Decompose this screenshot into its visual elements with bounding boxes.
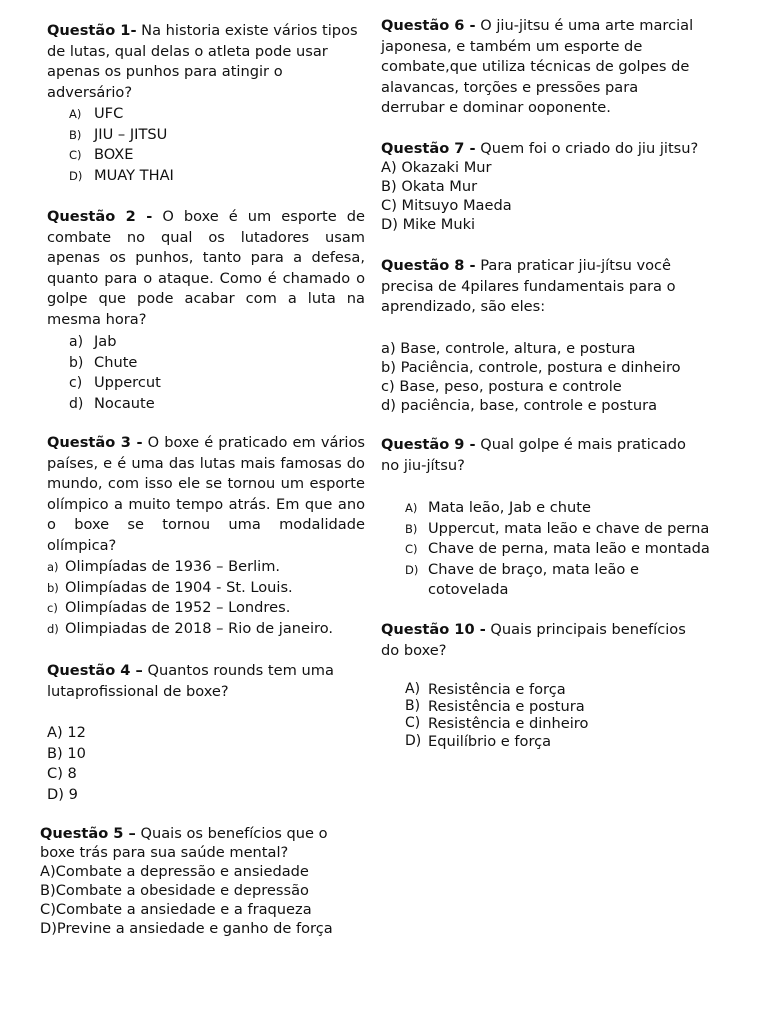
option[interactable]: C) Resistência e dinheiro [405, 715, 589, 733]
question-3-text: O boxe é praticado em vários países, e é uma das lutas mais famosas do mundo, com isso ele se tornou um esporte olímpico a muito tempo atrás. Em que ano o boxe se tornou uma modalidade olímpica? [47, 434, 366, 554]
option[interactable]: B)Combate a obesidade e depressão [40, 882, 309, 899]
question-3 [47, 433, 365, 556]
option[interactable]: d) paciência, base, controle e postura [381, 397, 658, 414]
question-4-options [47, 723, 247, 805]
question-3-label: Questão 3 - [47, 434, 143, 451]
question-7-options [381, 158, 711, 234]
option[interactable]: A) 12 [47, 724, 86, 741]
question-7-label: Questão 7 - [381, 140, 476, 157]
option[interactable]: B) JIU – JITSU [69, 125, 168, 143]
question-10-text: Quais principais benefícios do boxe? [381, 621, 686, 659]
question-3-options [47, 557, 365, 639]
option[interactable]: D) Equilíbrio e força [405, 732, 552, 750]
question-9-text: Qual golpe é mais praticado no jiu-jítsu? [381, 436, 686, 474]
question-1-stem [47, 21, 365, 103]
option[interactable]: D) Mike Muki [381, 216, 476, 233]
question-10-label: Questão 10 - [381, 621, 486, 638]
question-5-label: Questão 5 – [40, 825, 136, 842]
option[interactable]: B) Okata Mur [381, 178, 478, 195]
option[interactable]: D) MUAY THAI [69, 166, 174, 184]
question-10-stem [381, 620, 691, 661]
question-4-text: Quantos rounds tem uma lutaprofissional de boxe? [47, 662, 334, 700]
option[interactable]: A)Combate a depressão e ansiedade [40, 863, 309, 880]
question-2-options [69, 332, 359, 414]
question-9-label: Questão 9 - [381, 436, 476, 453]
option[interactable]: A) Okazaki Mur [381, 159, 492, 176]
question-9-options [405, 498, 725, 601]
option[interactable]: C) Mitsuyo Maeda [381, 197, 512, 214]
question-7 [381, 139, 711, 234]
question-5-stem [40, 824, 365, 862]
question-8 [381, 256, 701, 318]
option[interactable]: a) Jab [69, 333, 117, 350]
question-5 [40, 824, 365, 938]
option[interactable]: c) Uppercut [69, 374, 161, 391]
option[interactable]: b) Olimpíadas de 1904 - St. Louis. [47, 578, 293, 596]
question-5-options [40, 862, 365, 938]
question-4 [47, 661, 347, 702]
question-8-label: Questão 8 - [381, 257, 476, 274]
question-2-text: O boxe é um esporte de combate no qual os lutadores usam apenas os punhos, tanto para a defesa, quanto para o ataque. Como é chamado o golpe que pode acabar com a luta na mesma hora? [47, 208, 365, 328]
question-9 [381, 435, 701, 476]
option[interactable]: A) Mata leão, Jab e chute [405, 499, 592, 516]
option[interactable]: D) Chave de braço, mata leão e cotovelada [405, 560, 639, 598]
question-6 [381, 16, 701, 119]
question-1-options [69, 104, 359, 186]
option[interactable]: B) 10 [47, 744, 86, 762]
question-6-text: O jiu-jitsu é uma arte marcial japonesa, e também um esporte de combate,que utiliza técnicas de golpes de alavancas, torções e pressões para derrubar e dominar ooponente. [381, 17, 694, 116]
question-2-stem [47, 207, 365, 330]
question-1-text: Na historia existe vários tipos de lutas, qual delas o atleta pode usar apenas os punhos para atingir o adversário? [47, 22, 358, 101]
question-8-options [381, 339, 721, 415]
question-8-text: Para praticar jiu-jítsu você precisa de 4pilares fundamentais para o aprendizado, são eles: [381, 257, 676, 315]
option[interactable]: a) Base, controle, altura, e postura [381, 340, 636, 357]
question-10 [381, 620, 691, 661]
question-10-options [405, 681, 705, 750]
question-7-stem [381, 139, 711, 158]
option[interactable]: b) Chute [69, 353, 138, 371]
question-4-label: Questão 4 – [47, 662, 143, 679]
question-1 [47, 21, 365, 103]
option[interactable]: A) Resistência e força [405, 681, 566, 698]
option[interactable]: b) Paciência, controle, postura e dinheiro [381, 359, 681, 376]
question-2 [47, 207, 365, 330]
option[interactable]: C)Combate a ansiedade e a fraqueza [40, 901, 312, 918]
question-7-text: Quem foi o criado do jiu jitsu? [480, 140, 699, 157]
question-6-stem [381, 16, 701, 119]
question-5-text: Quais os benefícios que o boxe trás para sua saúde mental? [40, 825, 328, 861]
question-1-label: Questão 1- [47, 22, 137, 39]
question-6-label: Questão 6 - [381, 17, 476, 34]
option[interactable]: a) Olimpíadas de 1936 – Berlim. [47, 558, 281, 575]
option[interactable]: C) BOXE [69, 146, 134, 163]
option[interactable]: c) Base, peso, postura e controle [381, 378, 622, 395]
option[interactable]: c) Olimpíadas de 1952 – Londres. [47, 599, 291, 616]
question-3-stem [47, 433, 365, 556]
option[interactable]: d) Nocaute [69, 394, 155, 412]
question-9-stem [381, 435, 701, 476]
option[interactable]: C) 8 [47, 765, 77, 782]
question-8-stem [381, 256, 701, 318]
option[interactable]: B) Resistência e postura [405, 698, 585, 716]
option[interactable]: d) Olimpiadas de 2018 – Rio de janeiro. [47, 619, 334, 637]
option[interactable]: A) UFC [69, 105, 124, 122]
question-2-label: Questão 2 - [47, 208, 153, 225]
option[interactable]: B) Uppercut, mata leão e chave de perna [405, 519, 710, 537]
option[interactable]: D) 9 [47, 785, 78, 803]
option[interactable]: D)Previne a ansiedade e ganho de força [40, 920, 333, 937]
option[interactable]: C) Chave de perna, mata leão e montada [405, 540, 710, 557]
question-4-stem [47, 661, 347, 702]
